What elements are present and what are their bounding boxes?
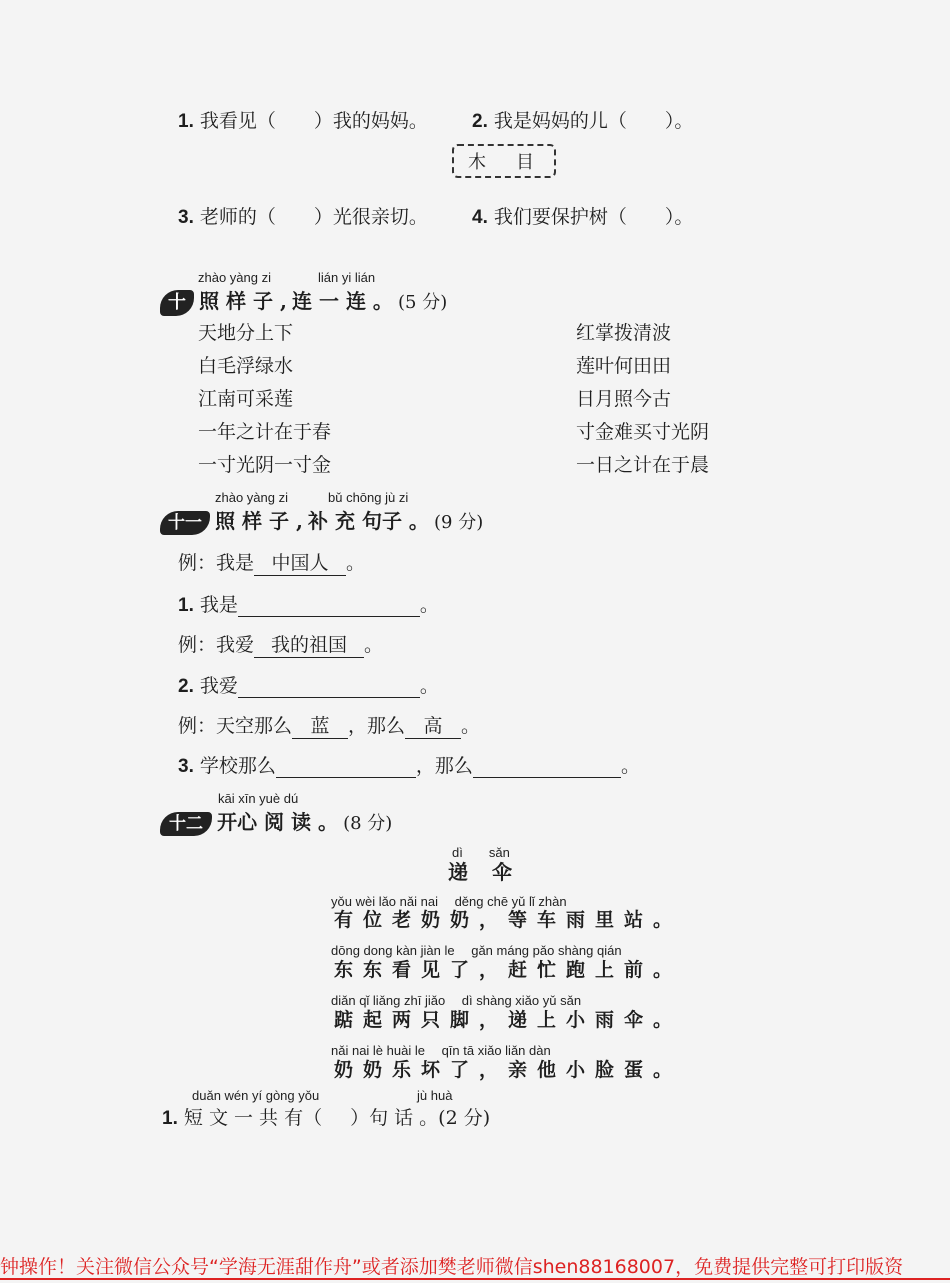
sec10-pinyin-a: zhào yàng zi xyxy=(198,270,271,285)
question-suffix: 。 xyxy=(419,594,439,616)
item-text: 老师的（ ）光很亲切。 xyxy=(199,206,428,228)
section-title-b: 连 一 连 。 xyxy=(292,289,393,313)
example-prefix: 例：我爱 xyxy=(178,634,255,656)
example-2 xyxy=(178,630,383,658)
question-suffix: 。 xyxy=(419,675,439,697)
poem-title-pinyin: dì sǎn xyxy=(452,845,510,860)
poem-line-3: 踮起两只脚，递上小雨伞。 xyxy=(334,1009,683,1031)
answer-blank[interactable] xyxy=(238,677,420,698)
sec11-heading xyxy=(160,505,483,535)
item-number: 1. xyxy=(178,111,194,132)
example-answer: 我的祖国 xyxy=(254,630,364,658)
match-left-4: 一年之计在于春 xyxy=(198,421,332,443)
question-3 xyxy=(178,751,640,778)
item-text: 我们要保护树（ ）。 xyxy=(493,206,694,228)
match-left-2: 白毛浮绿水 xyxy=(198,355,294,377)
example-prefix: 例：天空那么 xyxy=(178,715,293,737)
section-number-badge: 十一 xyxy=(160,511,210,535)
question-text-b: ）句 话 。(2 分) xyxy=(350,1107,491,1129)
section-score: (9 分) xyxy=(434,512,484,533)
example-1 xyxy=(178,548,365,576)
question-text: 我爱 xyxy=(199,675,238,697)
footer-rule xyxy=(0,1278,950,1280)
poem-line-2-pinyin: dōng dong kàn jiàn le gǎn máng pǎo shàng qián xyxy=(331,943,622,958)
poem-line-1: 有位老奶奶，等车雨里站。 xyxy=(334,909,683,931)
question-number: 2. xyxy=(178,676,194,697)
question-middle: ，那么 xyxy=(415,755,473,777)
section-score: (5 分) xyxy=(398,292,448,313)
sec12-pinyin: kāi xīn yuè dú xyxy=(218,791,299,806)
item-text: 我是妈妈的儿（ ）。 xyxy=(493,110,694,132)
question-1 xyxy=(178,590,439,617)
question-text: 我是 xyxy=(199,594,238,616)
example-suffix: 。 xyxy=(364,634,384,656)
section-title: 照 样 子 , xyxy=(215,509,303,533)
character-choice-box: 木 目 xyxy=(452,144,556,178)
section-title: 照 样 子 , xyxy=(199,289,287,313)
example-answer-2: 高 xyxy=(405,711,461,739)
match-left-5: 一寸光阴一寸金 xyxy=(198,454,332,476)
match-right-1: 红掌拨清波 xyxy=(576,322,672,344)
item-text: 我看见（ ）我的妈妈。 xyxy=(199,110,428,132)
fill-item-4 xyxy=(472,202,693,229)
answer-blank-2[interactable] xyxy=(473,757,621,778)
section-title-b: 补 充 句子 。 xyxy=(308,509,429,533)
poem-line-4: 奶奶乐坏了，亲他小脸蛋。 xyxy=(334,1059,683,1081)
match-right-4: 寸金难买寸光阴 xyxy=(576,421,710,443)
section-score: (8 分) xyxy=(343,813,393,834)
example-answer-1: 蓝 xyxy=(292,711,348,739)
sec11-pinyin-a: zhào yàng zi xyxy=(215,490,288,505)
match-right-5: 一日之计在于晨 xyxy=(576,454,710,476)
sec12-heading xyxy=(160,806,392,836)
reading-q1-pinyin-b: jù huà xyxy=(417,1088,453,1103)
reading-q1-pinyin-a: duǎn wén yí gòng yǒu xyxy=(192,1088,320,1103)
fill-item-3 xyxy=(178,202,428,229)
fill-item-2 xyxy=(472,106,693,133)
question-number: 1. xyxy=(178,595,194,616)
sec11-pinyin-b: bǔ chōng jù zi xyxy=(328,490,409,505)
fill-item-1 xyxy=(178,106,428,133)
example-middle: ，那么 xyxy=(348,715,406,737)
poem-line-1-pinyin: yǒu wèi lǎo nǎi nai děng chē yǔ lǐ zhàn xyxy=(331,894,567,909)
item-number: 4. xyxy=(472,207,488,228)
footer-watermark-text: 钟操作！关注微信公众号“学海无涯甜作舟”或者添加樊老师微信shen88168007，免费提供完整可打印版资 xyxy=(0,1256,904,1278)
match-right-2: 莲叶何田田 xyxy=(576,355,672,377)
match-left-3: 江南可采莲 xyxy=(198,388,294,410)
example-prefix: 例：我是 xyxy=(178,552,255,574)
section-number-badge: 十二 xyxy=(160,812,212,836)
item-number: 3. xyxy=(178,207,194,228)
item-number: 2. xyxy=(472,111,488,132)
example-suffix: 。 xyxy=(461,715,481,737)
section-title: 开心 阅 读 。 xyxy=(217,810,338,834)
poem-line-4-pinyin: nǎi nai lè huài le qīn tā xiǎo liǎn dàn xyxy=(331,1043,551,1058)
answer-blank[interactable] xyxy=(238,596,420,617)
sec10-heading xyxy=(160,285,447,316)
question-suffix: 。 xyxy=(620,755,640,777)
example-suffix: 。 xyxy=(346,552,366,574)
question-2 xyxy=(178,671,439,698)
question-number: 1. xyxy=(162,1108,178,1129)
question-number: 3. xyxy=(178,756,194,777)
answer-blank-1[interactable] xyxy=(276,757,416,778)
question-text: 学校那么 xyxy=(199,755,276,777)
match-right-3: 日月照今古 xyxy=(576,388,672,410)
poem-line-3-pinyin: diǎn qǐ liǎng zhī jiǎo dì shàng xiǎo yǔ sǎn xyxy=(331,993,582,1008)
example-answer: 中国人 xyxy=(254,548,346,576)
section-number-badge: 十 xyxy=(160,290,194,316)
reading-question-1 xyxy=(162,1103,490,1130)
example-3 xyxy=(178,711,480,739)
poem-title: 递 伞 xyxy=(448,860,514,884)
question-text-a: 短 文 一 共 有（ xyxy=(183,1107,323,1129)
sec10-pinyin-b: lián yi lián xyxy=(318,270,376,285)
poem-line-2: 东东看见了，赶忙跑上前。 xyxy=(334,959,683,981)
match-left-1: 天地分上下 xyxy=(198,322,294,344)
